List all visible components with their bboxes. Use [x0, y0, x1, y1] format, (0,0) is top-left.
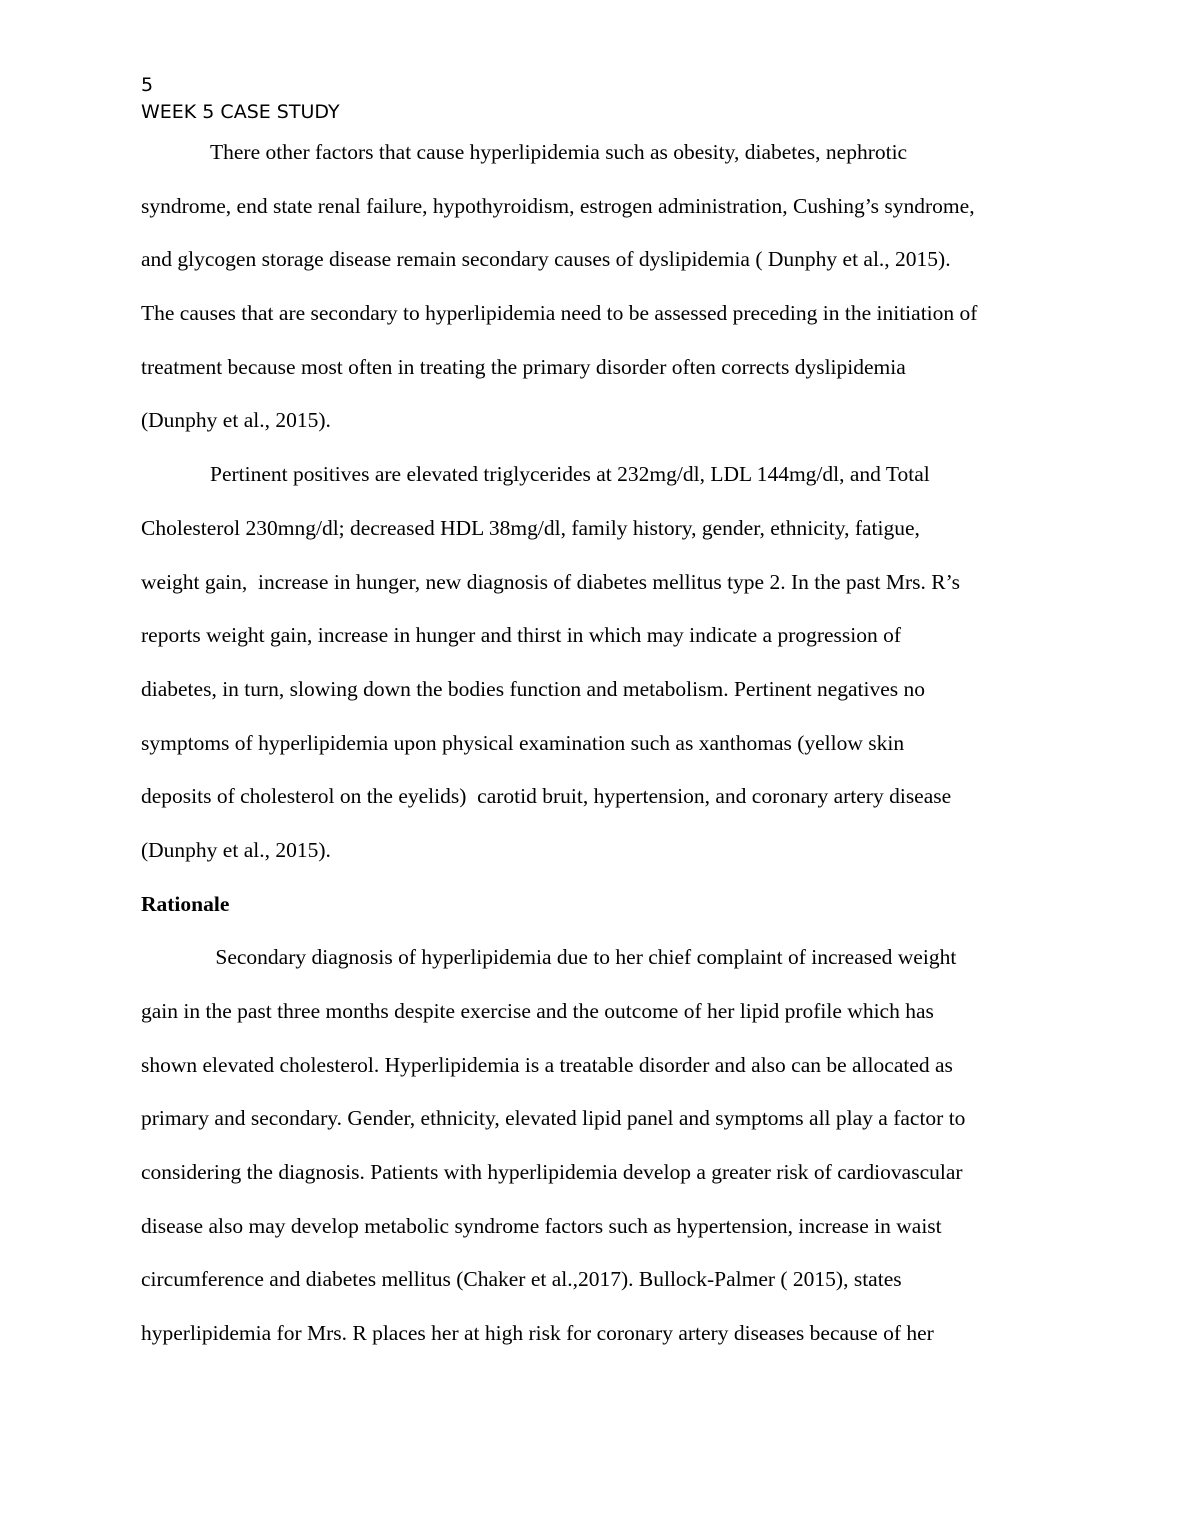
paragraph-3-line-2: gain in the past three months despite exercise and the outcome of her lipid profile which has	[141, 999, 934, 1023]
paragraph-1-line-5: treatment because most often in treating the primary disorder often corrects dyslipidemia	[141, 354, 906, 379]
paragraph-3-line-5: considering the diagnosis. Patients with hyperlipidemia develop a greater risk of cardiovascular	[141, 1160, 963, 1185]
paragraph-3-line-1: Secondary diagnosis of hyperlipidemia due to her chief complaint of increased weight	[210, 945, 957, 970]
paragraph-1-line-3: and glycogen storage disease remain secondary causes of dyslipidemia ( Dunphy et al., 2015).	[141, 247, 951, 272]
paragraph-2-line-7: deposits of cholesterol on the eyelids) carotid bruit, hypertension, and coronary artery disease	[141, 784, 952, 809]
paragraph-2-line-1: Pertinent positives are elevated triglycerides at 232mg/dl, LDL 144mg/dl, and Total	[210, 462, 930, 487]
paragraph-1-line-1: There other factors that cause hyperlipidemia such as obesity, diabetes, nephrotic	[210, 140, 908, 164]
document-body	[141, 126, 1056, 1361]
section-heading-rationale: Rationale	[141, 891, 230, 916]
paragraph-2-line-6: symptoms of hyperlipidemia upon physical examination such as xanthomas (yellow skin	[141, 730, 905, 755]
page-header	[141, 72, 340, 126]
paragraph-3-line-4: primary and secondary. Gender, ethnicity, elevated lipid panel and symptoms all play a factor to	[141, 1106, 966, 1131]
paragraph-1-line-4: The causes that are secondary to hyperlipidemia need to be assessed preceding in the initiation of	[141, 301, 978, 326]
paragraph-3-line-3: shown elevated cholesterol. Hyperlipidemia is a treatable disorder and also can be allocated as	[141, 1052, 953, 1077]
paragraph-3-line-8: hyperlipidemia for Mrs. R places her at high risk for coronary artery diseases because of her	[141, 1321, 934, 1346]
paragraph-2-line-4: reports weight gain, increase in hunger and thirst in which may indicate a progression of	[141, 623, 902, 648]
paragraph-2-line-3: weight gain, increase in hunger, new diagnosis of diabetes mellitus type 2. In the past Mrs. R’s	[141, 569, 960, 594]
paragraph-2-line-5: diabetes, in turn, slowing down the bodies function and metabolism. Pertinent negatives no	[141, 676, 926, 701]
page-number: 5	[141, 74, 154, 96]
running-head: WEEK 5 CASE STUDY	[141, 101, 340, 123]
paragraph-3-line-7: circumference and diabetes mellitus (Chaker et al.,2017). Bullock-Palmer ( 2015), states	[141, 1267, 902, 1292]
paragraph-2-line-8: (Dunphy et al., 2015).	[141, 837, 331, 862]
paragraph-3-line-6: disease also may develop metabolic syndrome factors such as hypertension, increase in waist	[141, 1213, 942, 1238]
paragraph-1-line-2: syndrome, end state renal failure, hypothyroidism, estrogen administration, Cushing’s syndrome,	[141, 193, 975, 218]
paragraph-2-line-2: Cholesterol 230mng/dl; decreased HDL 38mg/dl, family history, gender, ethnicity, fatigue,	[141, 515, 920, 540]
paragraph-1-line-6: (Dunphy et al., 2015).	[141, 408, 331, 433]
